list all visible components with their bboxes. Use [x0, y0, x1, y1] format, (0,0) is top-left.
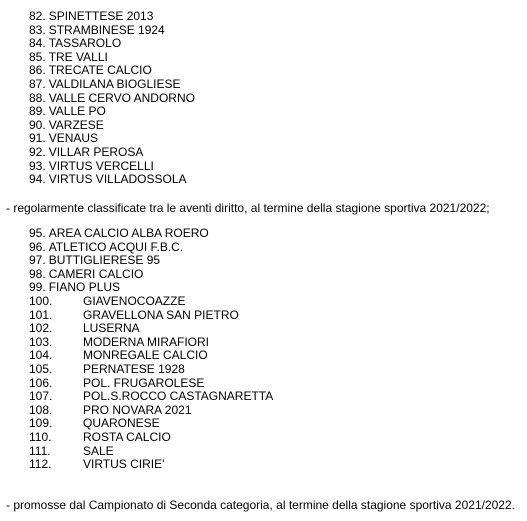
list-item	[29, 336, 273, 350]
club-name: ROSTA CALCIO	[83, 429, 171, 444]
club-name: TRE VALLI	[48, 49, 108, 64]
list-item	[29, 458, 273, 472]
item-number: 98.	[29, 266, 46, 281]
list-item	[29, 268, 273, 282]
list-item	[29, 254, 273, 268]
classification-note: - regolarmente classificate tra le aventi diritto, al termine della stagione sportiva 2021/2022;	[6, 201, 490, 215]
item-number: 110.	[29, 429, 52, 444]
club-name: STRAMBINESE 1924	[48, 22, 165, 37]
list-item	[29, 390, 273, 404]
item-number: 112.	[29, 457, 52, 472]
club-list-b	[29, 227, 273, 472]
club-name: PERNATESE 1928	[83, 361, 185, 376]
item-number: 106.	[29, 375, 53, 390]
club-name: SALE	[83, 443, 114, 458]
list-item	[29, 78, 195, 92]
club-name: BUTTIGLIERESE 95	[48, 253, 161, 268]
club-name: TASSAROLO	[48, 36, 122, 51]
club-name: AREA CALCIO ALBA ROERO	[48, 226, 209, 240]
item-number: 111.	[29, 443, 51, 458]
item-number: 86.	[29, 63, 46, 78]
list-item	[29, 295, 273, 309]
item-number: 104.	[29, 348, 53, 363]
item-number: 105.	[29, 361, 53, 376]
club-list-a	[29, 10, 195, 187]
club-name: LUSERNA	[83, 321, 140, 336]
item-number: 102.	[29, 321, 53, 336]
list-item	[29, 160, 195, 174]
club-name: VIRTUS VERCELLI	[48, 158, 154, 173]
item-number: 95.	[29, 226, 46, 240]
club-name: VILLAR PEROSA	[48, 144, 144, 159]
club-name: SPINETTESE 2013	[48, 9, 154, 23]
club-name: CAMERI CALCIO	[48, 266, 144, 281]
list-item	[29, 404, 273, 418]
item-number: 89.	[29, 104, 46, 119]
list-item	[29, 64, 195, 78]
club-name: VALLE PO	[48, 104, 106, 119]
club-name: VALDILANA BIOGLIESE	[48, 76, 181, 91]
list-item	[29, 227, 273, 241]
list-item	[29, 322, 273, 336]
club-name: QUARONESE	[83, 416, 160, 431]
club-name: VENAUS	[48, 131, 99, 146]
club-name: FIANO PLUS	[48, 280, 121, 295]
list-item	[29, 349, 273, 363]
item-number: 90.	[29, 117, 46, 132]
list-item	[29, 146, 195, 160]
item-number: 109.	[29, 416, 53, 431]
item-number: 101.	[29, 307, 53, 322]
club-name: MODERNA MIRAFIORI	[83, 334, 210, 349]
list-item	[29, 37, 195, 51]
club-name: VARZESE	[48, 117, 104, 132]
list-item	[29, 10, 195, 24]
club-name: VIRTUS CIRIE'	[83, 457, 165, 472]
list-item	[29, 92, 195, 106]
item-number: 91.	[29, 131, 46, 146]
item-number: 82.	[29, 9, 46, 23]
list-item	[29, 24, 195, 38]
club-name: TRECATE CALCIO	[48, 63, 152, 78]
club-name: GIAVENOCOAZZE	[83, 293, 186, 308]
list-item	[29, 417, 273, 431]
club-name: PRO NOVARA 2021	[83, 402, 192, 417]
item-number: 94.	[29, 172, 46, 187]
list-item	[29, 132, 195, 146]
list-item	[29, 445, 273, 459]
list-item	[29, 105, 195, 119]
list-item	[29, 119, 195, 133]
item-number: 87.	[29, 76, 46, 91]
item-number: 97.	[29, 253, 46, 268]
item-number: 100.	[29, 293, 53, 308]
club-name: VIRTUS VILLADOSSOLA	[48, 172, 187, 187]
list-item	[29, 309, 273, 323]
promotion-note: - promosse dal Campionato di Seconda categoria, al termine della stagione sportiva 2021/2022.	[6, 498, 515, 512]
item-number: 92.	[29, 144, 46, 159]
club-name: GRAVELLONA SAN PIETRO	[83, 307, 239, 322]
club-name: MONREGALE CALCIO	[83, 348, 208, 363]
item-number: 93.	[29, 158, 46, 173]
item-number: 99.	[29, 280, 46, 295]
item-number: 84.	[29, 36, 46, 51]
item-number: 103.	[29, 334, 53, 349]
list-item	[29, 281, 273, 295]
list-item	[29, 241, 273, 255]
club-name: VALLE CERVO ANDORNO	[48, 90, 195, 105]
item-number: 83.	[29, 22, 46, 37]
list-item	[29, 377, 273, 391]
club-name: POL. FRUGAROLESE	[83, 375, 205, 390]
list-item	[29, 431, 273, 445]
item-number: 88.	[29, 90, 46, 105]
list-item	[29, 363, 273, 377]
list-item	[29, 51, 195, 65]
list-item	[29, 173, 195, 187]
club-name: ATLETICO ACQUI F.B.C.	[48, 239, 184, 254]
item-number: 108.	[29, 402, 53, 417]
item-number: 96.	[29, 239, 46, 254]
item-number: 107.	[29, 389, 53, 404]
club-name: POL.S.ROCCO CASTAGNARETTA	[83, 389, 274, 404]
item-number: 85.	[29, 49, 46, 64]
